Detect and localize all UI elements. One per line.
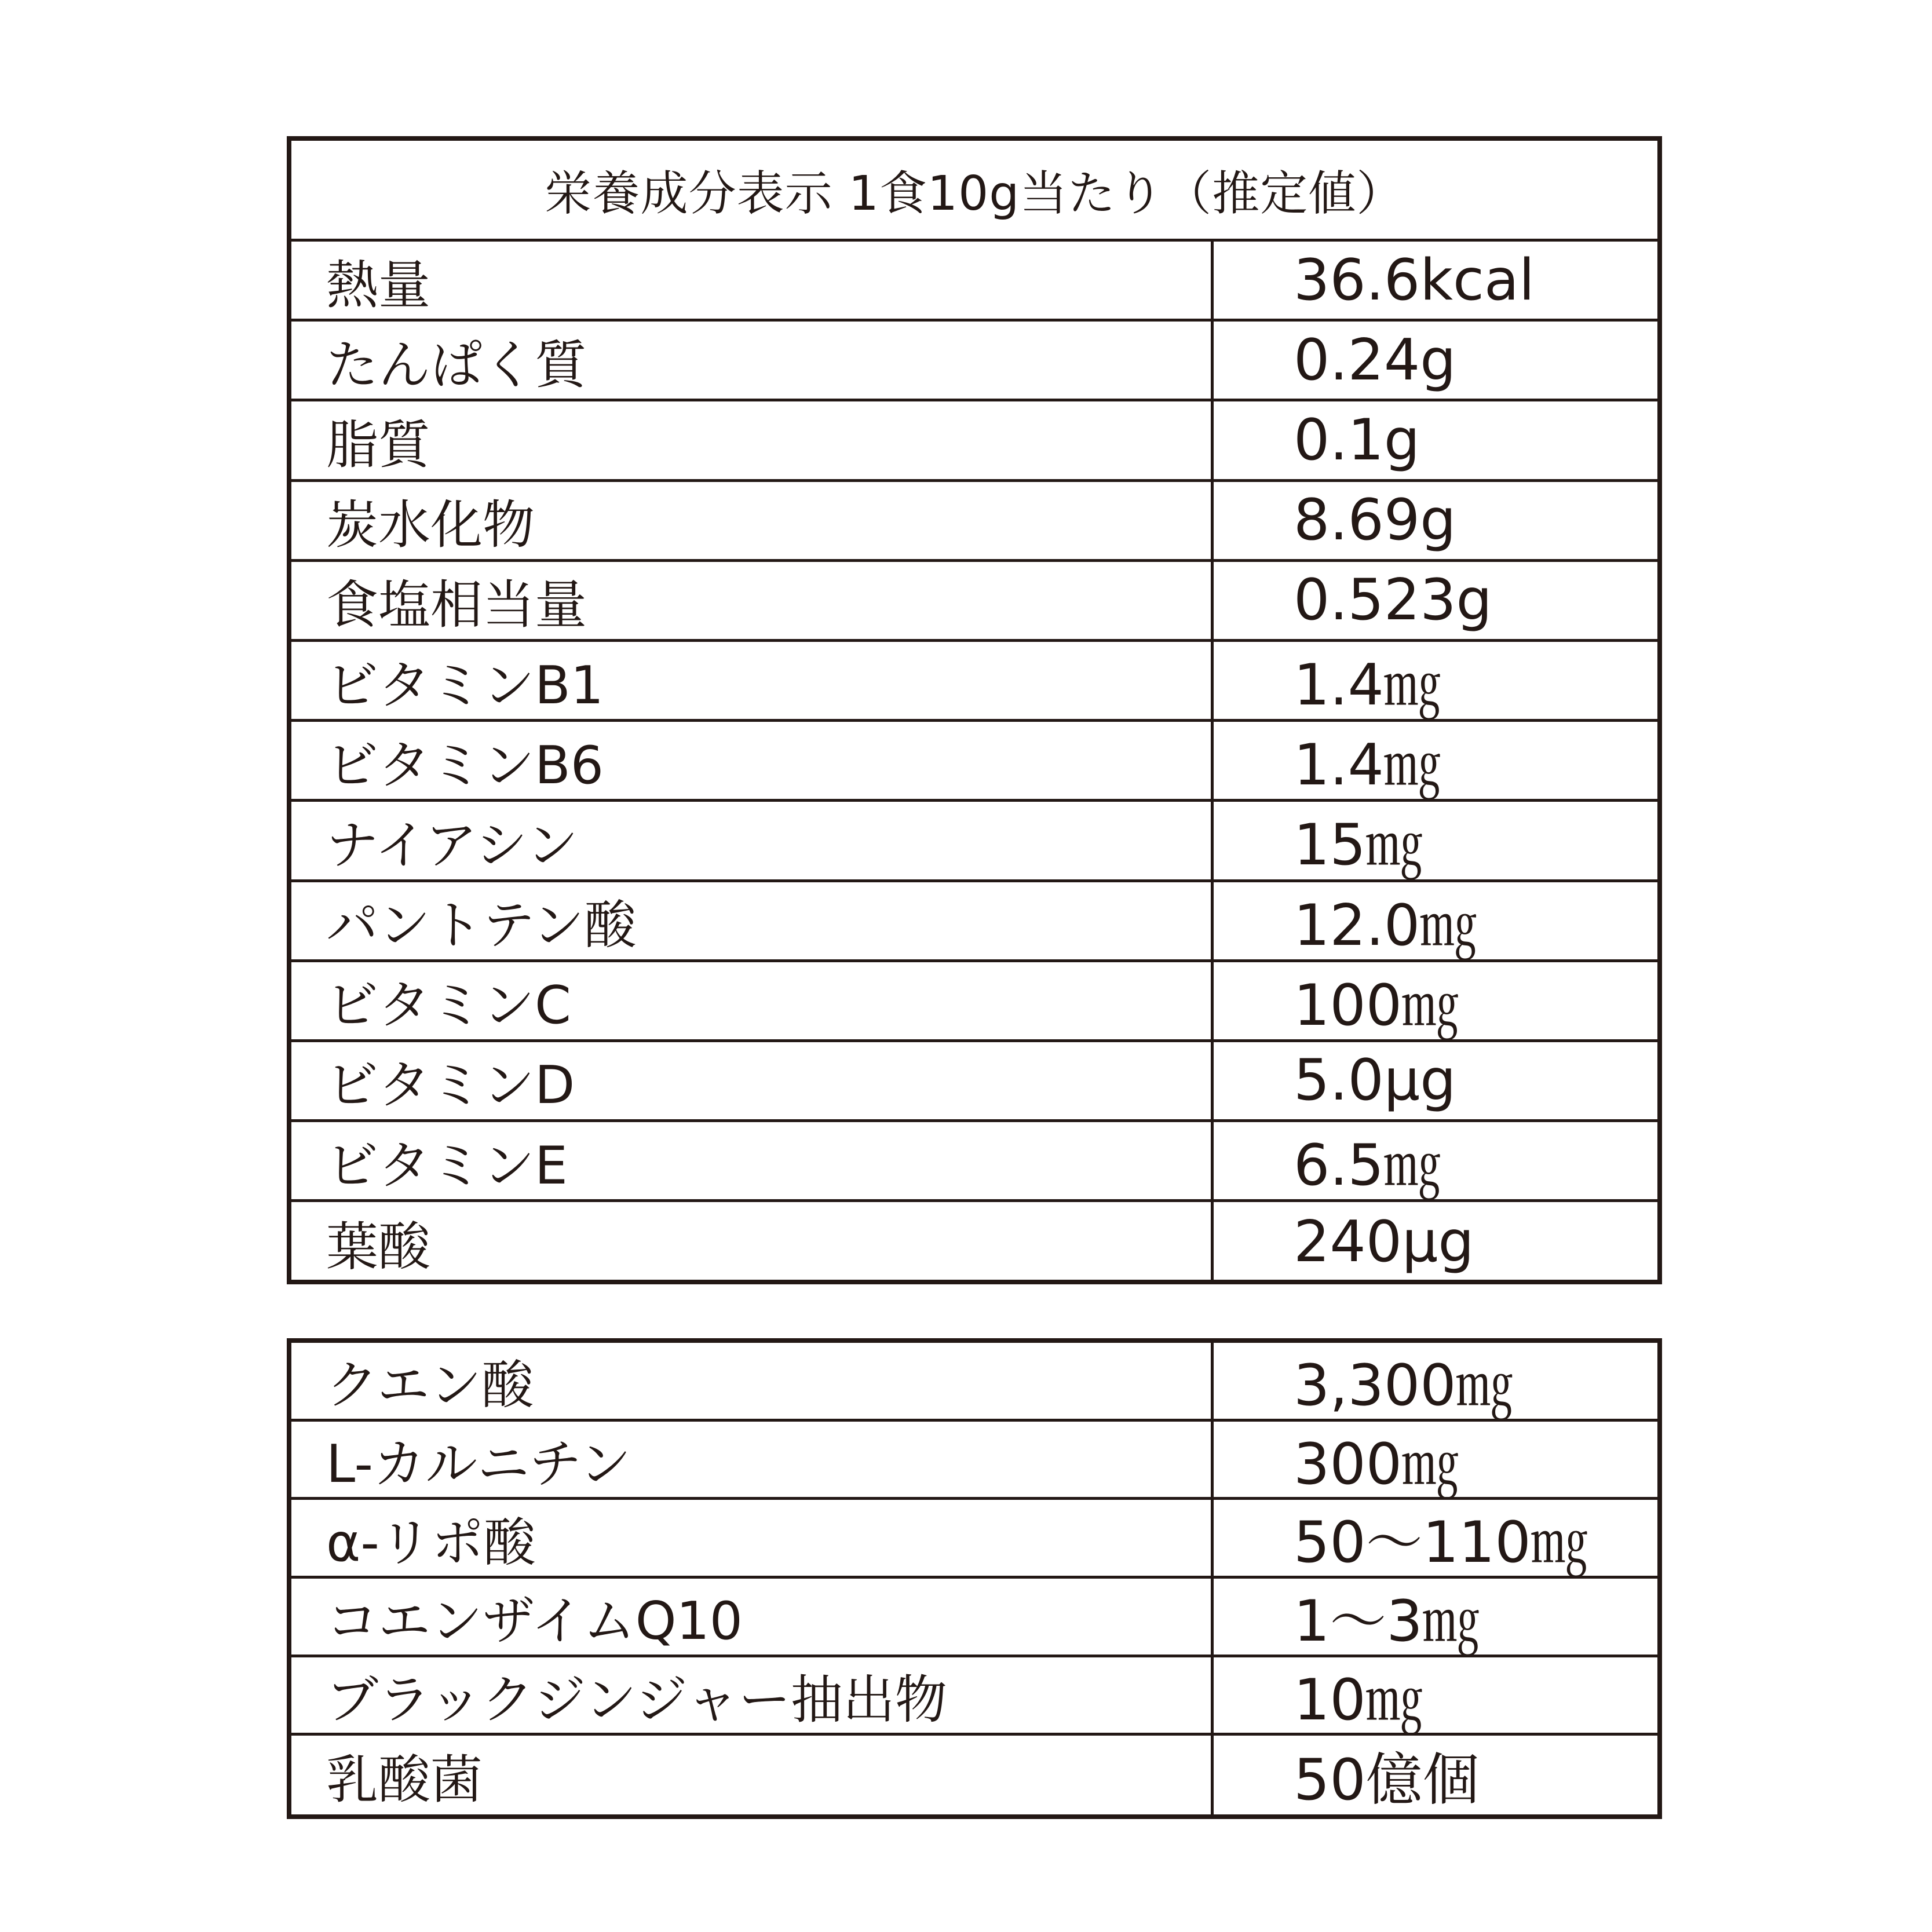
nutrient-value: 5.0μg bbox=[1294, 1047, 1456, 1114]
nutrition-row-niacin bbox=[291, 802, 1657, 882]
nutrient-value: 12.0㎎ bbox=[1294, 892, 1477, 959]
nutrient-label: ビタミンE bbox=[291, 1122, 1214, 1199]
nutrient-label: 炭水化物 bbox=[291, 482, 1214, 559]
nutrient-label: 熱量 bbox=[291, 242, 1214, 319]
nutrient-label: ナイアシン bbox=[291, 802, 1214, 879]
ingredient-row-citric-acid bbox=[291, 1343, 1657, 1422]
nutrient-value: 15㎎ bbox=[1294, 812, 1423, 879]
nutrition-row-fat bbox=[291, 401, 1657, 481]
ingredient-value: 3,300㎎ bbox=[1294, 1352, 1513, 1419]
nutrient-value: 1.4㎎ bbox=[1294, 652, 1441, 719]
nutrition-row-protein bbox=[291, 322, 1657, 401]
nutrition-row-energy bbox=[291, 242, 1657, 322]
nutrient-label: 脂質 bbox=[291, 401, 1214, 479]
ingredient-label: α-リポ酸 bbox=[291, 1500, 1214, 1576]
ingredient-value: 50～110㎎ bbox=[1294, 1510, 1588, 1576]
ingredient-value: 1～3㎎ bbox=[1294, 1588, 1480, 1655]
ingredient-row-alpha-lipoic-acid bbox=[291, 1500, 1657, 1579]
nutrient-value: 100㎎ bbox=[1294, 972, 1459, 1039]
ingredient-value: 50億個 bbox=[1294, 1747, 1480, 1813]
nutrient-label: たんぱく質 bbox=[291, 322, 1214, 399]
nutrient-value: 1.4㎎ bbox=[1294, 732, 1441, 799]
ingredient-label: ブラックジンジャー抽出物 bbox=[291, 1657, 1214, 1733]
nutrient-value: 0.523g bbox=[1294, 567, 1492, 634]
nutrient-value: 8.69g bbox=[1294, 487, 1456, 554]
ingredient-label: L-カルニチン bbox=[291, 1422, 1214, 1498]
ingredient-label: 乳酸菌 bbox=[291, 1736, 1214, 1814]
nutrition-facts-table bbox=[287, 136, 1662, 1284]
nutrient-value: 0.1g bbox=[1294, 407, 1420, 473]
ingredient-row-l-carnitine bbox=[291, 1422, 1657, 1500]
nutrition-row-vitamin-b6 bbox=[291, 722, 1657, 802]
nutrient-label: ビタミンB6 bbox=[291, 722, 1214, 799]
ingredient-value: 10㎎ bbox=[1294, 1667, 1423, 1733]
ingredient-row-lactic-acid-bacteria bbox=[291, 1736, 1657, 1814]
nutrition-row-folic-acid bbox=[291, 1202, 1657, 1282]
nutrition-table-title: 栄養成分表示 1食10g当たり（推定値） bbox=[291, 141, 1657, 242]
ingredients-table bbox=[287, 1338, 1662, 1819]
nutrient-value: 0.24g bbox=[1294, 327, 1456, 393]
nutrition-row-vitamin-d bbox=[291, 1042, 1657, 1122]
nutrition-row-carbohydrate bbox=[291, 482, 1657, 562]
ingredient-label: コエンザイムQ10 bbox=[291, 1579, 1214, 1655]
nutrient-label: ビタミンC bbox=[291, 962, 1214, 1039]
nutrient-value: 6.5㎎ bbox=[1294, 1133, 1441, 1199]
nutrition-rows bbox=[291, 242, 1657, 1282]
ingredient-row-coenzyme-q10 bbox=[291, 1579, 1657, 1657]
nutrient-label: 食塩相当量 bbox=[291, 562, 1214, 639]
nutrition-row-pantothenic-acid bbox=[291, 882, 1657, 962]
nutrient-label: 葉酸 bbox=[291, 1202, 1214, 1282]
ingredient-label: クエン酸 bbox=[291, 1343, 1214, 1419]
ingredient-row-black-ginger bbox=[291, 1657, 1657, 1736]
nutrient-label: ビタミンD bbox=[291, 1042, 1214, 1119]
nutrient-value: 240μg bbox=[1294, 1209, 1474, 1276]
nutrition-row-vitamin-b1 bbox=[291, 642, 1657, 722]
nutrition-row-vitamin-c bbox=[291, 962, 1657, 1042]
nutrient-label: パントテン酸 bbox=[291, 882, 1214, 959]
ingredient-value: 300㎎ bbox=[1294, 1431, 1459, 1498]
nutrition-row-vitamin-e bbox=[291, 1122, 1657, 1202]
nutrient-label: ビタミンB1 bbox=[291, 642, 1214, 719]
nutrition-row-salt bbox=[291, 562, 1657, 642]
nutrient-value: 36.6kcal bbox=[1294, 247, 1535, 313]
